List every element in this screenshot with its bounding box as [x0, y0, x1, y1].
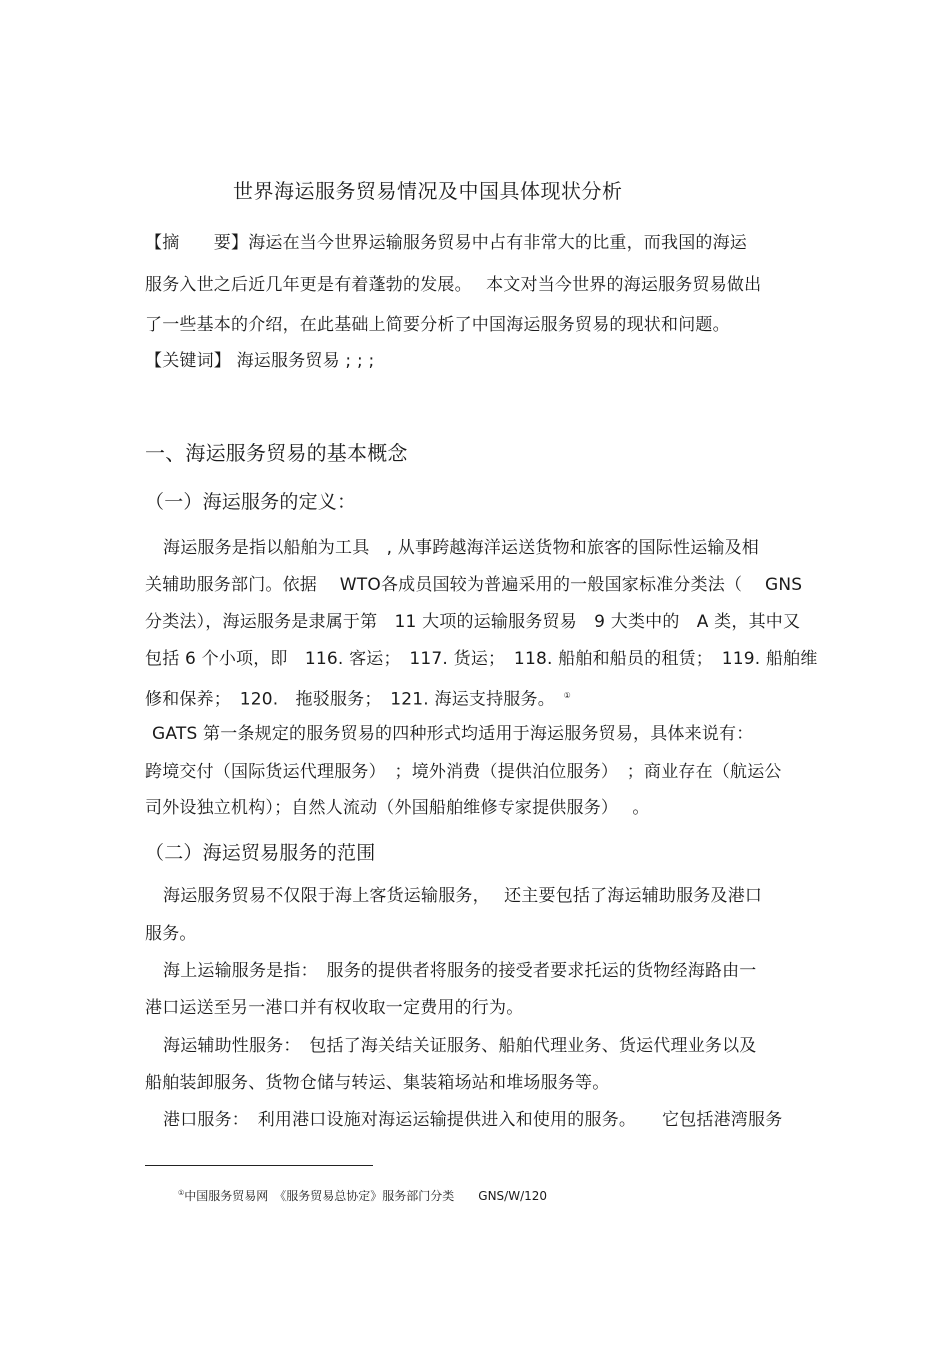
subsection-heading: （一）海运服务的定义： [145, 491, 357, 513]
footnote-reference[interactable]: ① [563, 691, 571, 700]
paragraph-line: 跨境交付（国际货运代理服务） ；境外消费（提供泊位服务） ；商业存在（航运公 [145, 762, 782, 782]
document-title: 世界海运服务贸易情况及中国具体现状分析 [233, 179, 623, 203]
keywords-line [145, 350, 374, 372]
paragraph-line: 服务。 [145, 924, 197, 944]
paragraph-line: 关辅助服务部门。依据 WTO各成员国较为普遍采用的一般国家标准分类法（ GNS [145, 575, 803, 595]
paragraph-line: 分类法），海运服务是隶属于第 11 大项的运输服务贸易 9 大类中的 A 类，其中又 [145, 612, 801, 632]
paragraph-line: 船舶装卸服务、货物仓储与转运、集装箱场站和堆场服务等。 [145, 1073, 610, 1093]
paragraph-line: 海运辅助性服务： 包括了海关结关证服务、船舶代理业务、货运代理业务以及 [163, 1036, 757, 1056]
keywords-value: 海运服务贸易 ; ; ; [231, 351, 375, 371]
paragraph-line: GATS 第一条规定的服务贸易的四种形式均适用于海运服务贸易，具体来说有： [152, 724, 754, 744]
paragraph-line: 海运服务贸易不仅限于海上客货运输服务， 还主要包括了海运辅助服务及港口 [163, 886, 763, 906]
abstract-line-3: 了一些基本的介绍，在此基础上简要分析了中国海运服务贸易的现状和问题。 [145, 315, 730, 335]
abstract-text: 海运在当今世界运输服务贸易中占有非常大的比重，而我国的海运 [248, 233, 748, 253]
paragraph-text: 修和保养； 120. 拖驳服务； 121. 海运支持服务。 [145, 689, 547, 710]
paragraph-line: 包括 6 个小项，即 116. 客运； 117. 货运； 118. 船舶和船员的租赁； 119. 船舶维 [145, 649, 818, 669]
paragraph-line: 海运服务是指以船舶为工具 , 从事跨越海洋运送货物和旅客的国际性运输及相 [163, 538, 760, 558]
footnote-mark: ① [178, 1189, 185, 1197]
abstract-line-1 [145, 232, 747, 254]
subsection-heading: （二）海运贸易服务的范围 [145, 842, 376, 864]
section-heading: 一、海运服务贸易的基本概念 [145, 441, 408, 465]
paragraph-line [145, 685, 571, 711]
paragraph-line: 海上运输服务是指： 服务的提供者将服务的接受者要求托运的货物经海路由一 [163, 961, 757, 981]
paragraph-line: 港口服务： 利用港口设施对海运运输提供进入和使用的服务。 它包括港湾服务 [163, 1110, 783, 1130]
paragraph-line: 司外设独立机构）；自然人流动（外国船舶维修专家提供服务） 。 [145, 798, 650, 818]
abstract-line-2: 服务入世之后近几年更是有着蓬勃的发展。 本文对当今世界的海运服务贸易做出 [145, 275, 762, 295]
footnote-text: 中国服务贸易网 《服务贸易总协定》服务部门分类 GNS/W/120 [184, 1189, 548, 1203]
footnote-divider [145, 1165, 373, 1166]
abstract-label: 【摘 要】 [145, 233, 249, 253]
keywords-label: 【关键词】 [145, 351, 231, 371]
paragraph-line: 港口运送至另一港口并有权收取一定费用的行为。 [145, 998, 524, 1018]
footnote [178, 1187, 547, 1204]
